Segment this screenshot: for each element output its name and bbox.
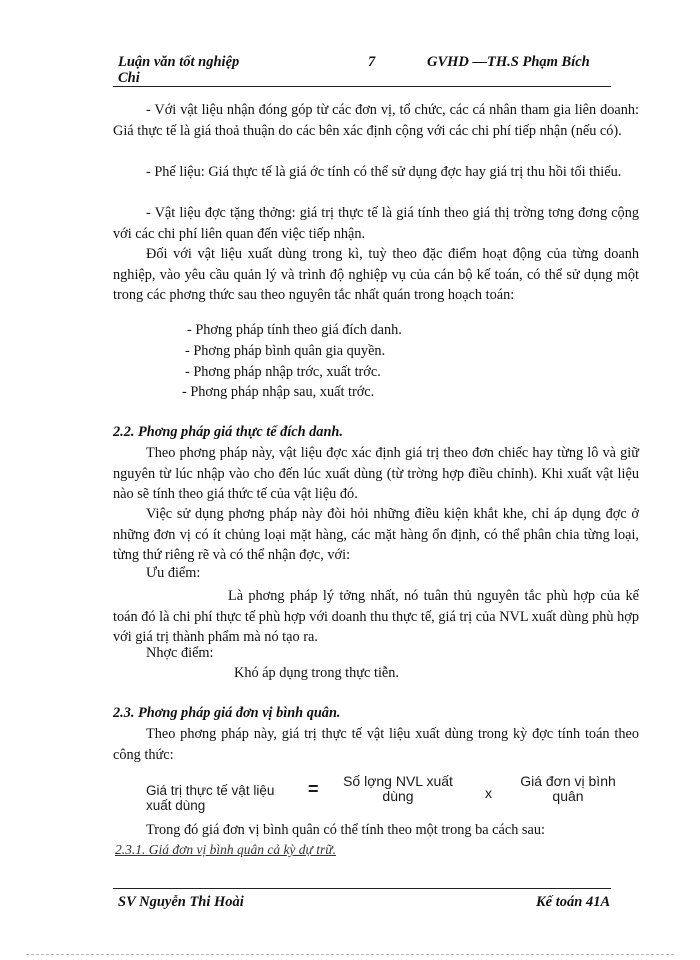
advantage-label: Ưu điểm: [146, 565, 201, 581]
formula-term-line: quân [552, 788, 584, 804]
formula-lhs-line: Giá trị thực tế vật liệu [146, 783, 275, 798]
header-title: Luận văn tốt nghiệp [118, 54, 240, 70]
header-advisor: GVHD —TH.S Phạm Bích [427, 54, 590, 70]
disadvantage-label: Nhợc điểm: [146, 645, 214, 661]
page-edge-divider [26, 954, 674, 955]
section-heading: 2.3. Phơng pháp giá đơn vị bình quân. [113, 705, 341, 721]
list-item: - Phơng pháp nhập trớc, xuất trớc. [185, 364, 381, 380]
list-item: - Phơng pháp nhập sau, xuất trớc. [182, 384, 375, 400]
paragraph: - Với vật liệu nhận đóng góp từ các đơn vị, tổ chức, các cá nhân tham gia liên doanh: Giá thực tế là giá thoả thuận do các bên xác định cộng với các chi phí tiếp nhận (nếu có). [113, 102, 639, 139]
paragraph: Khó áp dụng trong thực tiễn. [234, 665, 399, 681]
paragraph: Theo phơng pháp này, giá trị thực tế vật liệu xuất dùng trong kỳ đợc tính toán theo công thức: [113, 726, 639, 763]
list-item: - Phơng pháp tính theo giá đích danh. [187, 322, 402, 338]
paragraph: Theo phơng pháp này, vật liệu đợc xác định giá trị theo đơn chiếc hay từng lô và giữ nguyên từ lúc nhập vào cho đến lúc xuất dùng (từ trờng hợp điều chỉnh). Khi xuất vật liệu nào sẽ tính theo giá thức tế của vật liệu đó. [113, 445, 639, 503]
formula-lhs-line: xuất dùng [146, 798, 206, 813]
formula-lhs [146, 783, 274, 813]
paragraph: Trong đó giá đơn vị bình quân có thể tính theo một trong ba cách sau: [146, 822, 545, 838]
header-title-continuation: Chi [118, 70, 140, 86]
paragraph: Đối với vật liệu xuất dùng trong kì, tuỳ theo đặc điểm hoạt động của từng doanh nghiệp, vào yêu cầu quản lý và trình độ nghiệp vụ của cán bộ kế toán, có thể sử dụng một trong các phơng thức sau theo nguyên tắc nhất quán trong hoạch toán: [113, 246, 639, 304]
list-item: - Phơng pháp bình quân gia quyền. [185, 343, 386, 359]
paragraph: Là phơng pháp lý tởng nhất, nó tuân thủ nguyên tắc phù hợp của kế toán đó là chi phí thực tế phù hợp với doanh thu thực tế, giá trị của NVL xuất dùng phù hợp với giá trị thành phẩm mà nó tạo ra. [113, 588, 639, 646]
formula-equals: = [308, 779, 319, 799]
footer-department: Kế toán 41A [536, 894, 611, 910]
formula-multiply: x [485, 785, 492, 801]
formula-term-quantity [333, 774, 463, 804]
formula-term-line: Giá đơn vị bình [520, 773, 616, 789]
header-rule [113, 86, 611, 87]
footer-student: SV Nguyễn Thi Hoài [118, 894, 244, 910]
paragraph: - Phế liệu: Giá thực tế là giá ớc tính có thể sử dụng đợc hay giá trị thu hồi tối thiểu. [146, 164, 622, 180]
paragraph: Việc sử dụng phơng pháp này đòi hỏi những điều kiện khắt khe, chỉ áp dụng đợc ở những đơn vị có ít chủng loại mặt hàng, các mặt hàng ổn định, có thể phân chia từng loại, từng thứ riêng rẽ và có thể nhận đợc, với: [113, 506, 639, 564]
section-heading: 2.2. Phơng pháp giá thực tế đích danh. [113, 424, 343, 440]
page-number: 7 [368, 54, 376, 70]
subsection-heading: 2.3.1. Giá đơn vị bình quân cả kỳ dự trữ. [115, 842, 337, 857]
formula-term-line: dùng [382, 788, 414, 804]
footer-rule [113, 888, 611, 889]
formula-term-line: Số lợng NVL xuất [343, 773, 453, 789]
paragraph: - Vật liệu đợc tặng thởng: giá trị thực tế là giá tính theo giá thị trờng tơng đơng cộng với các chi phí liên quan đến việc tiếp nhận. [113, 205, 639, 242]
formula-term-unit-price [508, 774, 628, 804]
